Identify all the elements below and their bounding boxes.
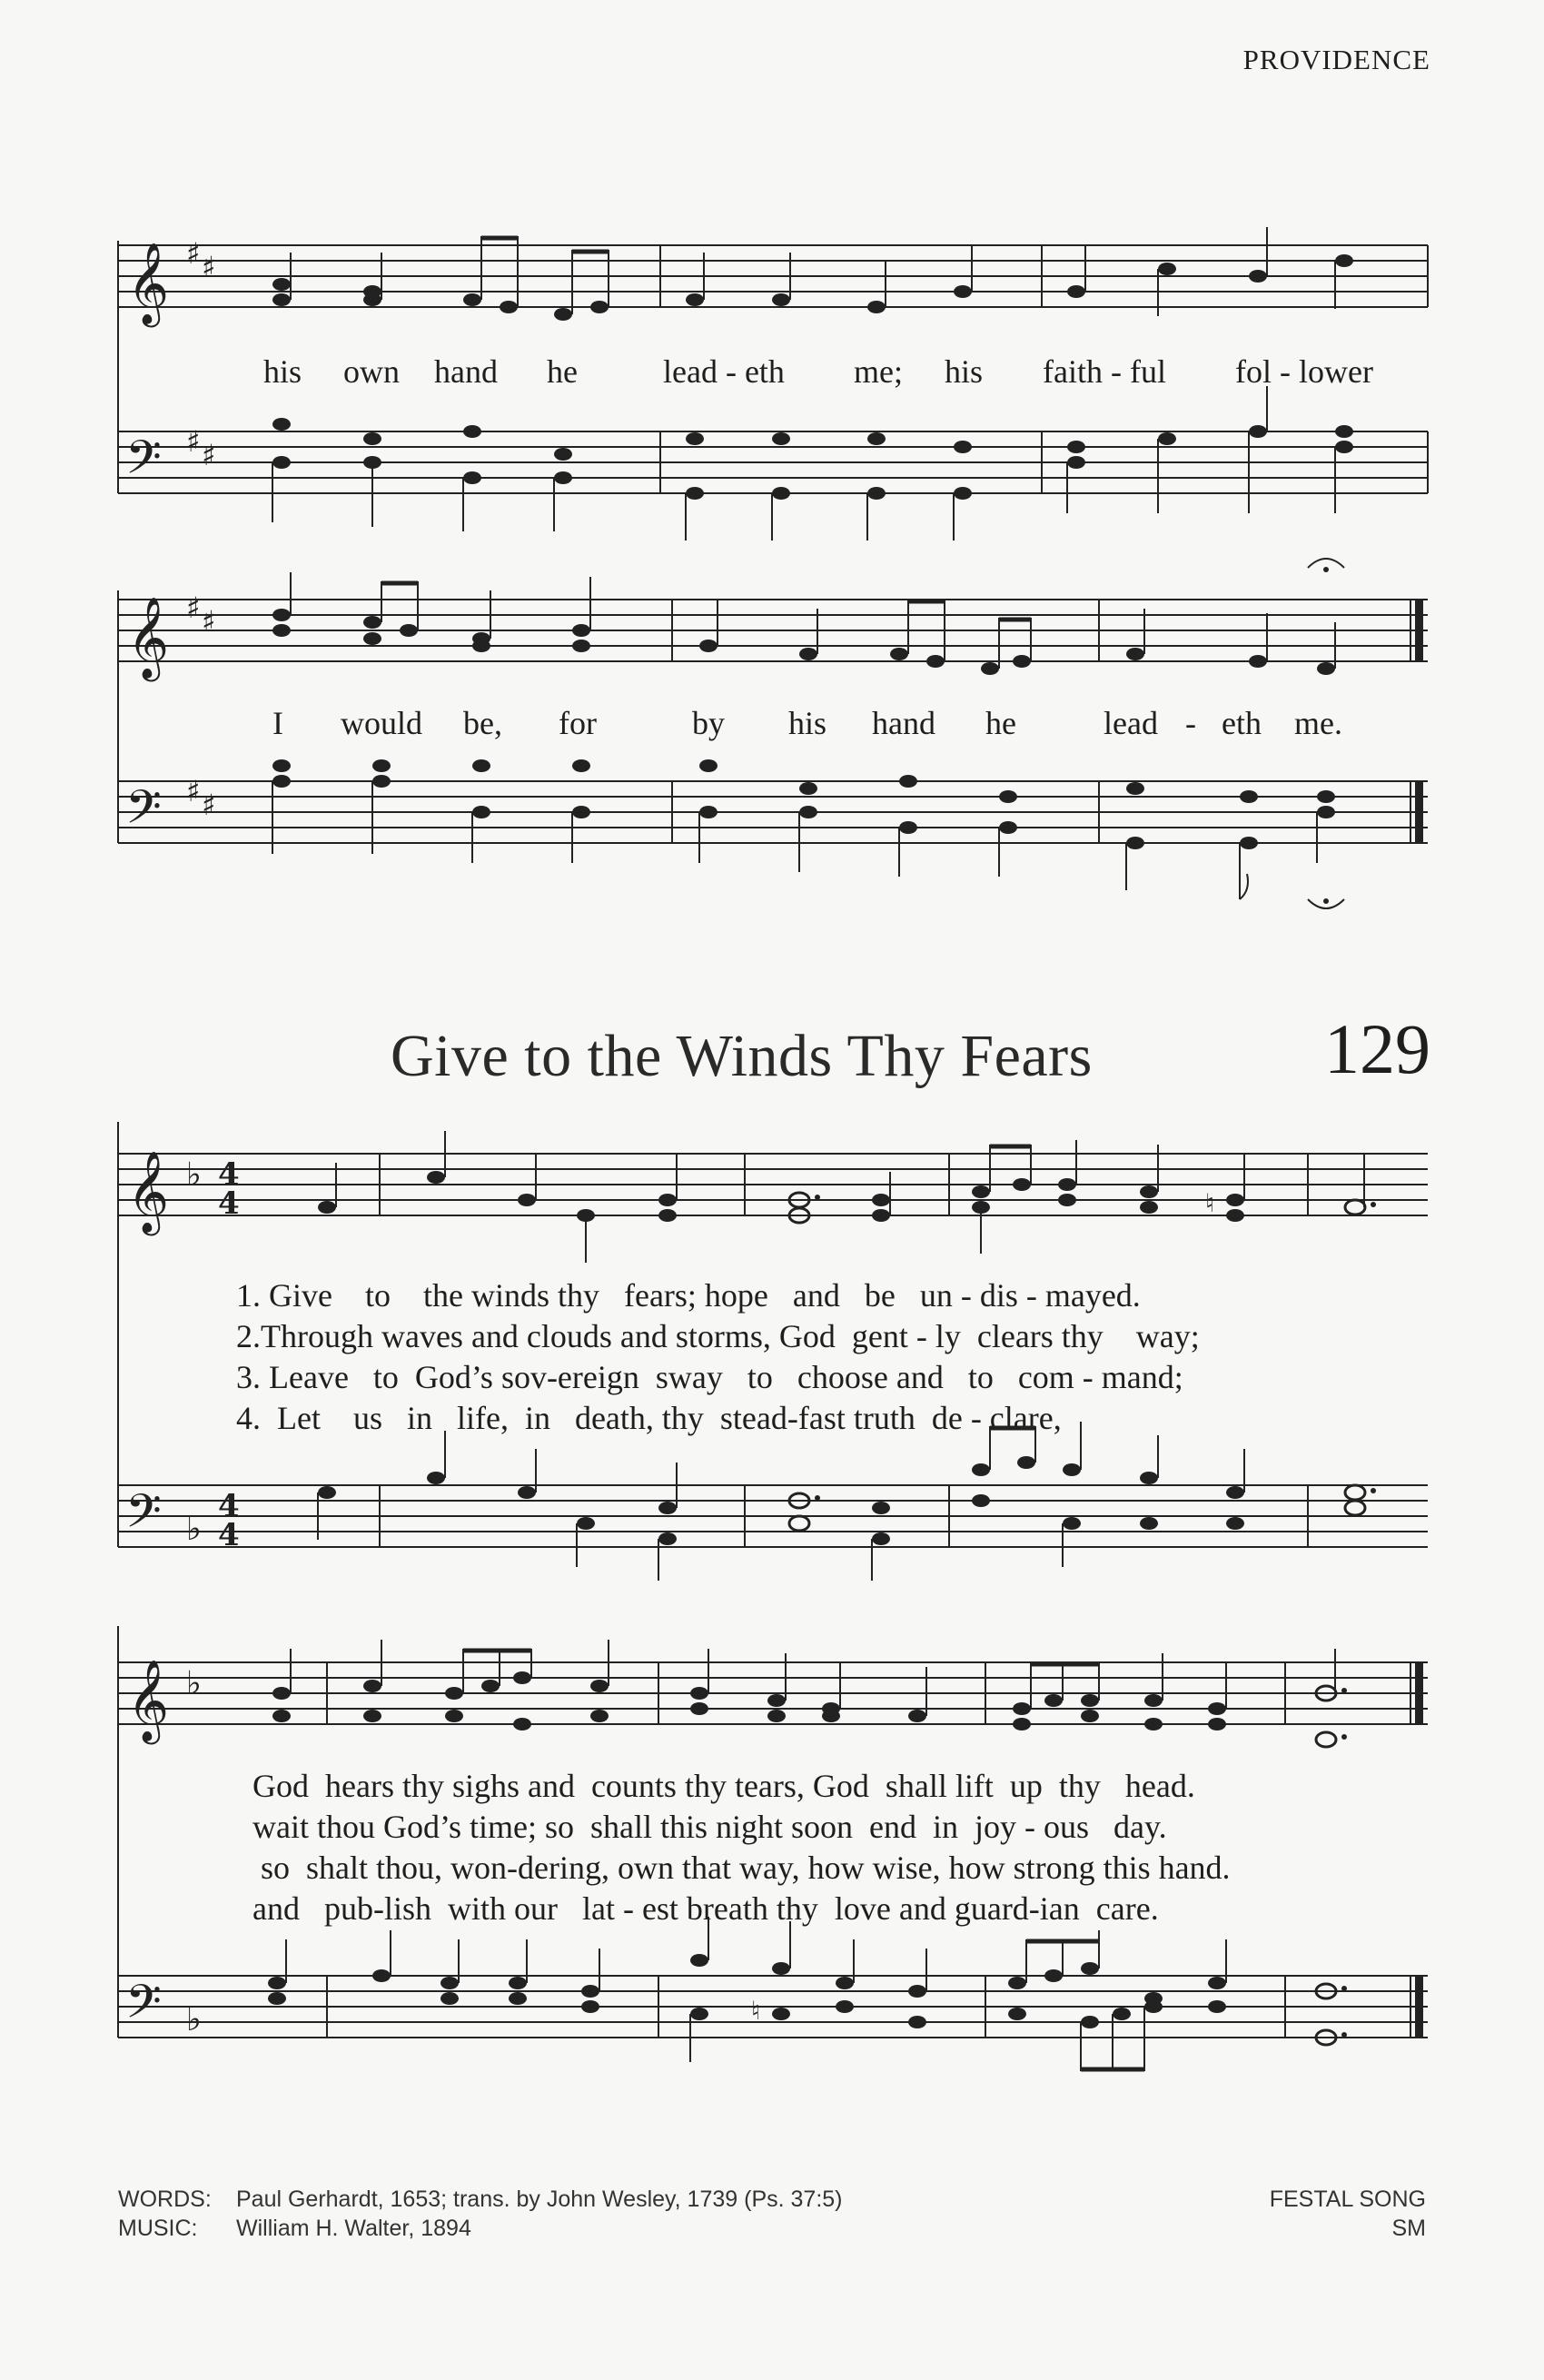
system-1-lyric: lead - eth [663,353,785,390]
system-2-lyric: for [559,705,597,741]
svg-text:♭: ♭ [186,1156,202,1194]
svg-text:4: 4 [218,1517,240,1553]
tune-name: FESTAL SONG [1269,2187,1426,2212]
tune-name-header: PROVIDENCE [1242,44,1430,75]
svg-text:♯: ♯ [186,590,201,625]
hymn-129-bass-staff-2 [0,1939,1544,2103]
system-2-lyric: hand [872,705,935,741]
verse-2-line-a: 2.Through waves and clouds and storms, God gent - ly clears thy way; [236,1318,1200,1354]
svg-text:𝄢: 𝄢 [125,1483,162,1550]
svg-text:𝄞: 𝄞 [127,243,170,324]
system-1-lyric: his [945,353,984,390]
system-2-lyric: eth [1222,705,1262,741]
svg-text:4: 4 [218,1488,240,1524]
svg-text:𝄢: 𝄢 [125,1974,162,2040]
system-2-bass-staff [0,763,1544,927]
svg-text:4: 4 [218,1156,240,1193]
svg-text:♮: ♮ [751,1996,761,2026]
system-1-lyric: fol - lower [1235,353,1373,390]
words-credit: Paul Gerhardt, 1653; trans. by John Wesley, 1739 (Ps. 37:5) [236,2187,843,2212]
verse-4-line-b: and pub-lish with our lat - est breath thy love and guard-ian care. [252,1890,1159,1927]
svg-text:♯: ♯ [202,788,216,822]
svg-text:♭: ♭ [186,1511,202,1548]
verse-4-line-a: 4. Let us in life, in death, thy stead-fast truth de - clare, [236,1400,1062,1436]
system-1-lyric: faith - ful [1043,353,1166,390]
svg-text:♯: ♯ [186,236,201,271]
words-label: WORDS: [118,2187,212,2212]
svg-text:♯: ♯ [186,774,201,808]
credits [118,2185,843,2243]
music-label: MUSIC: [118,2216,198,2241]
meter: SM [1391,2216,1426,2241]
system-2-lyric: by [692,705,725,741]
svg-text:♭: ♭ [186,2001,202,2038]
verse-3-line-a: 3. Leave to God’s sov-ereign sway to choose and to com - mand; [236,1359,1183,1395]
system-2-lyric: be, [463,705,502,741]
system-2-lyric: would [341,705,422,741]
tune-meta [1270,2185,1426,2243]
system-2-treble-staff [0,577,1544,686]
hymn-title: Give to the Winds Thy Fears [391,1023,1093,1089]
svg-text:𝄢: 𝄢 [125,779,162,846]
svg-text:♭: ♭ [186,1665,202,1702]
system-1-lyric: hand [434,353,498,390]
svg-text:♯: ♯ [202,604,216,639]
svg-text:𝄞: 𝄞 [127,597,170,679]
svg-text:𝄢: 𝄢 [125,430,162,496]
svg-text:♯: ♯ [202,438,216,472]
hymn-number: 129 [1324,1009,1430,1088]
system-1-lyric: his [263,353,302,390]
system-2-lyric: his [788,705,827,741]
system-1-bass-staff [0,413,1544,550]
svg-text:4: 4 [218,1185,240,1222]
system-2-lyric: I [272,705,283,741]
system-1-lyric: he [547,353,578,390]
svg-text:𝄞: 𝄞 [127,1151,170,1233]
svg-text:♯: ♯ [202,250,216,284]
system-1-lyric: own [343,353,400,390]
hymn-129-treble-staff-2 [0,1626,1544,1762]
system-1-treble-staff [0,227,1544,327]
svg-text:♯: ♯ [186,424,201,459]
hymn-129-treble-staff-1 [0,1117,1544,1254]
verse-3-line-b: so shalt thou, won-dering, own that way, how wise, how strong this hand. [252,1849,1231,1886]
hymn-129-bass-staff-1 [0,1449,1544,1585]
system-2-lyric: me. [1294,705,1342,741]
verse-2-line-b: wait thou God’s time; so shall this night soon end in joy - ous day. [252,1809,1167,1845]
system-1-lyric: me; [854,353,903,390]
system-2-lyric: - [1185,705,1196,741]
verse-1-line-a: 1. Give to the winds thy fears; hope and be un - dis - mayed. [236,1277,1141,1314]
svg-text:𝄞: 𝄞 [127,1660,170,1741]
verse-1-line-b: God hears thy sighs and counts thy tears, God shall lift up thy head. [252,1768,1195,1804]
system-2-lyric: lead [1104,705,1158,741]
music-credit: William H. Walter, 1894 [236,2216,471,2241]
system-2-lyric: he [985,705,1016,741]
svg-text:♮: ♮ [1205,1188,1215,1218]
